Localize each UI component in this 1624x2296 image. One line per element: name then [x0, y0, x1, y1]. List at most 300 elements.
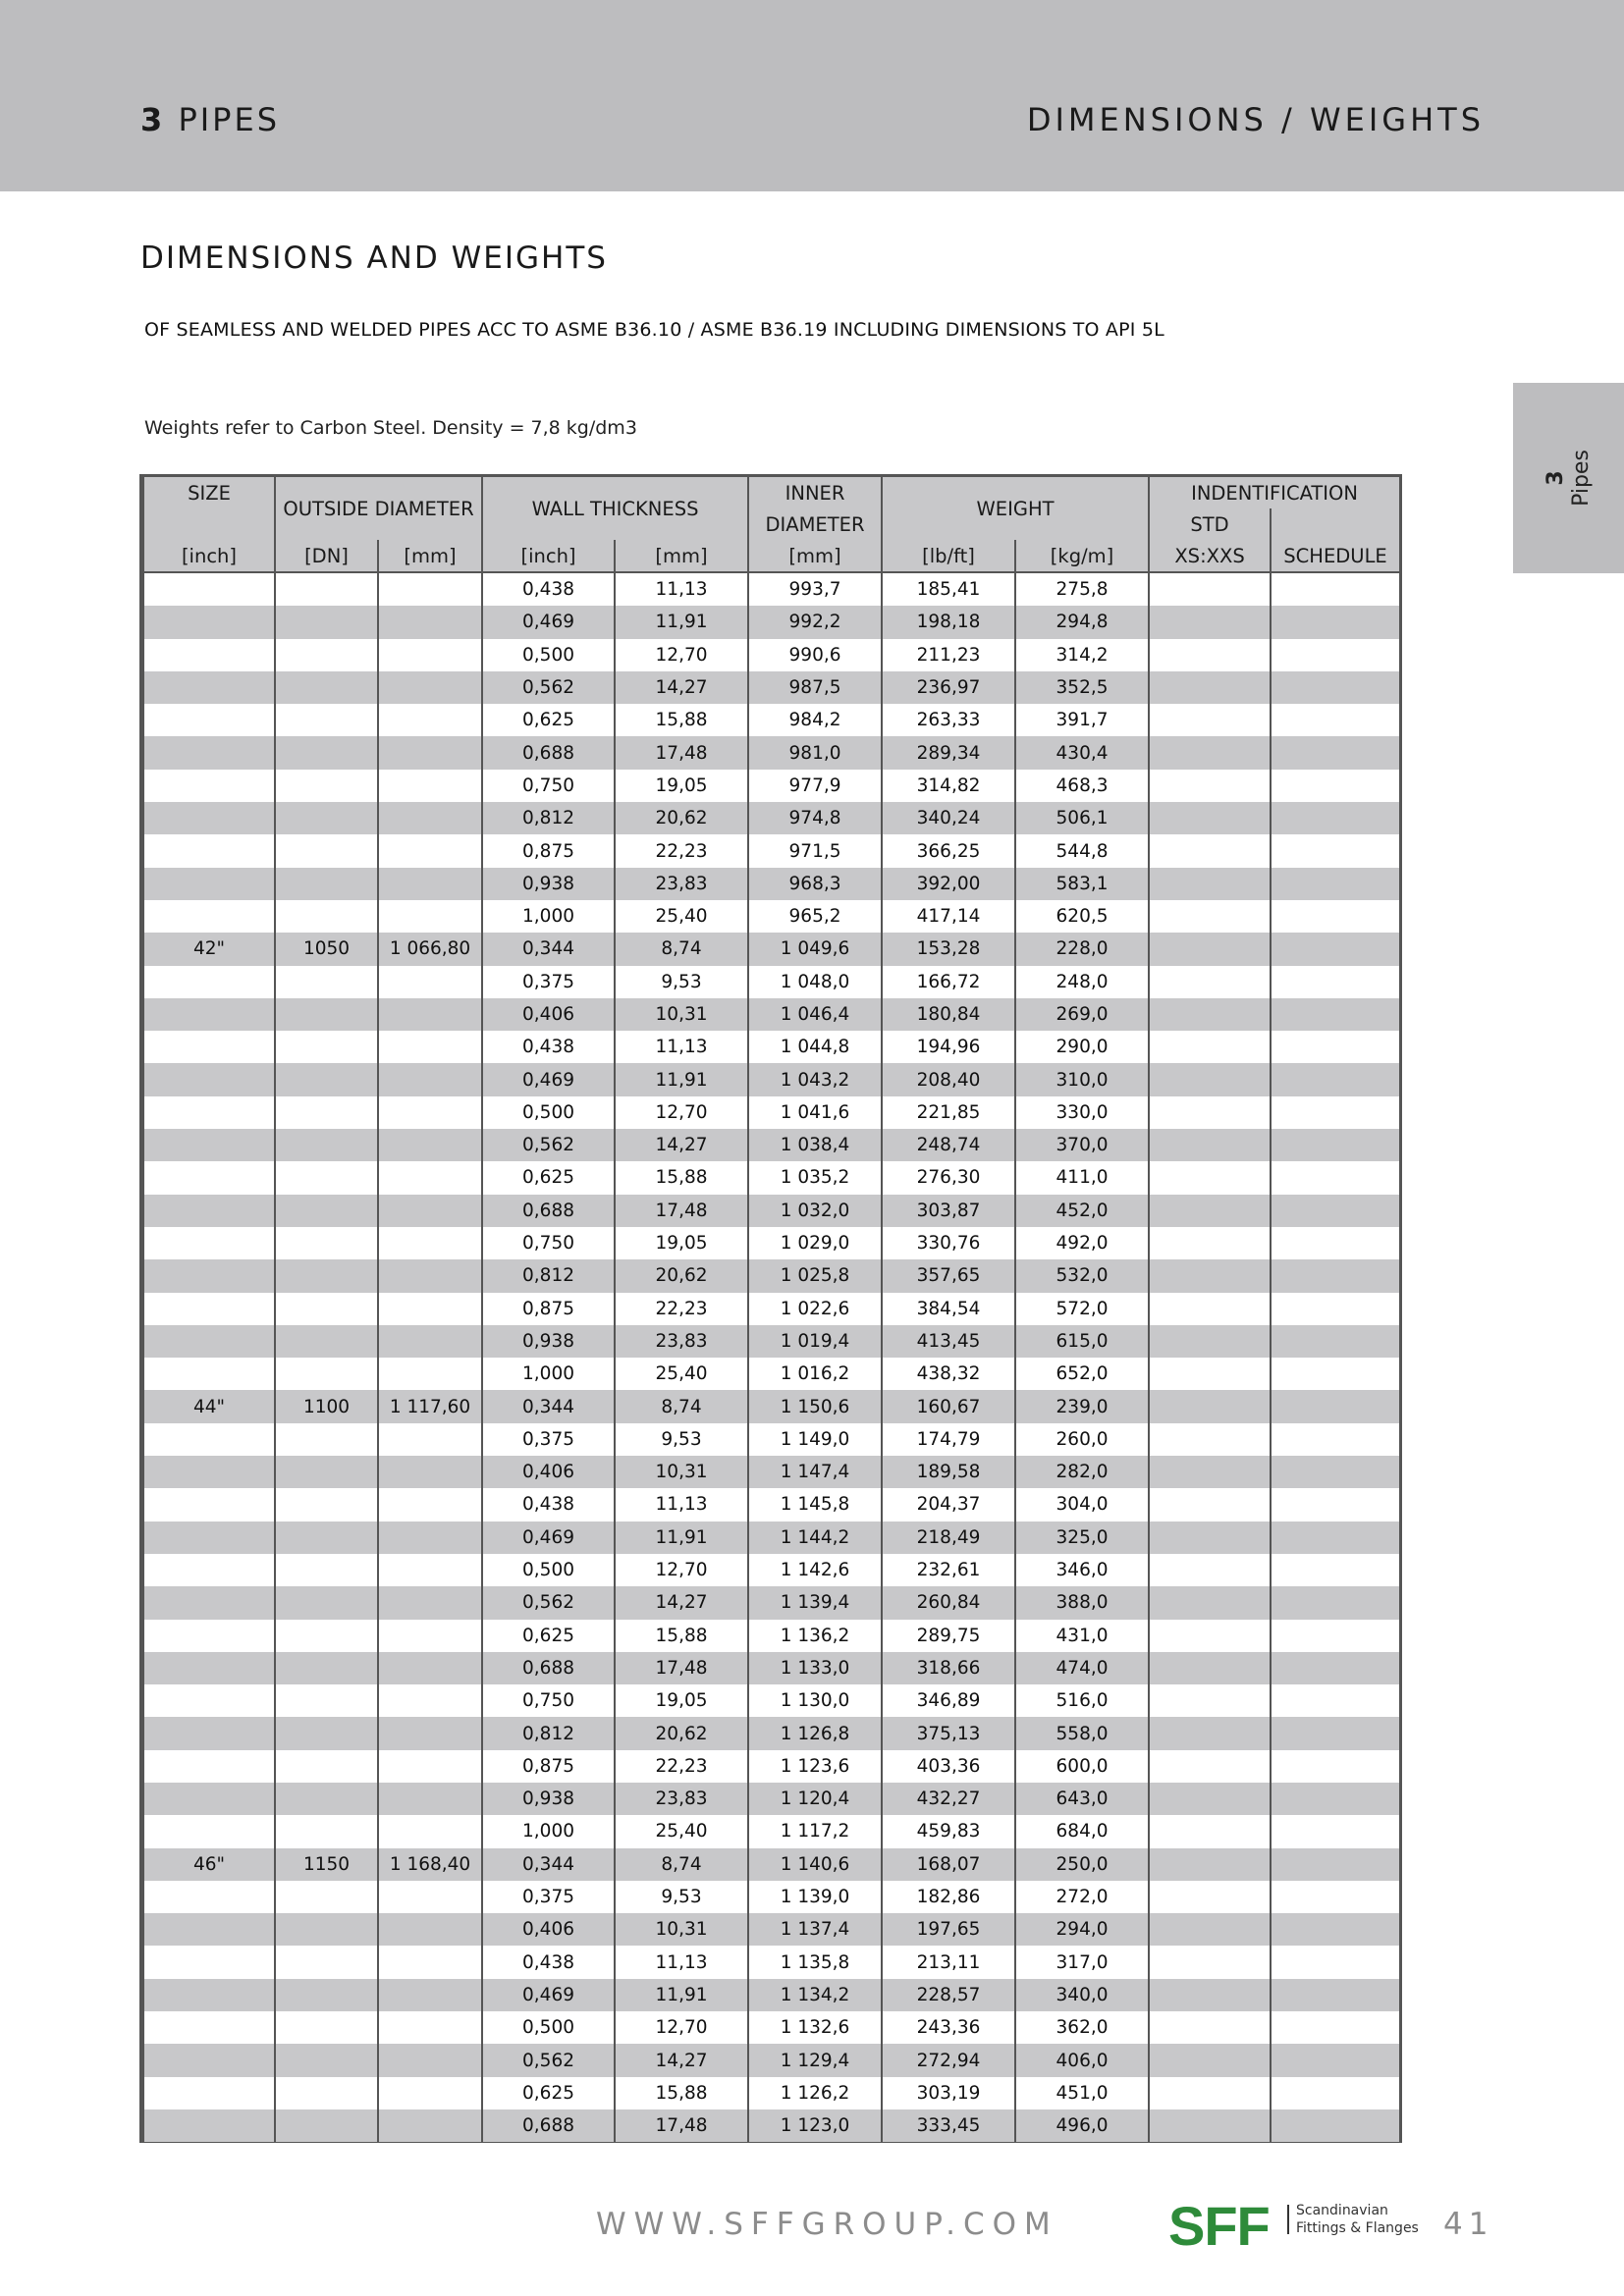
cell-std-xs-xxs — [1149, 1227, 1271, 1259]
cell-weight-kg-m: 615,0 — [1015, 1325, 1149, 1358]
cell-od-mm — [378, 1488, 482, 1521]
cell-weight-lb-ft: 384,54 — [882, 1293, 1015, 1325]
cell-wt-mm: 19,05 — [615, 1684, 748, 1717]
cell-weight-lb-ft: 333,45 — [882, 2109, 1015, 2142]
cell-wt-mm: 12,70 — [615, 1096, 748, 1129]
page-category-title: DIMENSIONS / WEIGHTS — [1026, 101, 1485, 138]
cell-weight-kg-m: 391,7 — [1015, 704, 1149, 736]
table-row — [143, 572, 1400, 606]
cell-wt-mm: 9,53 — [615, 1881, 748, 1913]
cell-od-mm — [378, 1979, 482, 2011]
cell-weight-kg-m: 431,0 — [1015, 1620, 1149, 1652]
cell-wt-mm: 15,88 — [615, 704, 748, 736]
cell-std-xs-xxs — [1149, 1195, 1271, 1227]
cell-wt-inch: 0,375 — [482, 966, 615, 998]
cell-od-mm — [378, 2109, 482, 2142]
cell-schedule — [1271, 998, 1400, 1031]
cell-schedule — [1271, 1195, 1400, 1227]
table-row — [143, 900, 1400, 933]
unit-size-inch: [inch] — [143, 540, 275, 572]
cell-schedule — [1271, 1554, 1400, 1586]
cell-dn — [275, 1815, 378, 1847]
cell-od-mm — [378, 671, 482, 704]
cell-wt-inch: 0,406 — [482, 998, 615, 1031]
cell-weight-lb-ft: 218,49 — [882, 1522, 1015, 1554]
unit-dn: [DN] — [275, 540, 378, 572]
cell-od-mm — [378, 1652, 482, 1684]
table-row — [143, 1063, 1400, 1095]
cell-dn — [275, 2077, 378, 2109]
cell-wt-mm: 8,74 — [615, 1848, 748, 1881]
cell-dn — [275, 1913, 378, 1946]
cell-id-mm: 1 126,2 — [748, 2077, 882, 2109]
cell-schedule — [1271, 900, 1400, 933]
cell-weight-kg-m: 275,8 — [1015, 572, 1149, 606]
cell-weight-lb-ft: 263,33 — [882, 704, 1015, 736]
cell-size-inch — [143, 1423, 275, 1456]
cell-std-xs-xxs — [1149, 1913, 1271, 1946]
cell-wt-inch: 0,625 — [482, 2077, 615, 2109]
cell-weight-kg-m: 340,0 — [1015, 1979, 1149, 2011]
cell-dn — [275, 2011, 378, 2044]
cell-wt-inch: 1,000 — [482, 900, 615, 933]
cell-weight-kg-m: 620,5 — [1015, 900, 1149, 933]
cell-id-mm: 1 032,0 — [748, 1195, 882, 1227]
cell-schedule — [1271, 1227, 1400, 1259]
cell-weight-lb-ft: 180,84 — [882, 998, 1015, 1031]
cell-std-xs-xxs — [1149, 1750, 1271, 1783]
table-row — [143, 2109, 1400, 2142]
cell-wt-inch: 0,875 — [482, 1293, 615, 1325]
cell-wt-mm: 10,31 — [615, 1913, 748, 1946]
cell-id-mm: 1 132,6 — [748, 2011, 882, 2044]
table-row — [143, 671, 1400, 704]
cell-size-inch — [143, 2011, 275, 2044]
unit-id-mm: [mm] — [748, 540, 882, 572]
cell-id-mm: 1 129,4 — [748, 2044, 882, 2076]
cell-dn — [275, 1423, 378, 1456]
cell-id-mm: 1 142,6 — [748, 1554, 882, 1586]
cell-size-inch — [143, 900, 275, 933]
table-row — [143, 1979, 1400, 2011]
cell-weight-kg-m: 652,0 — [1015, 1358, 1149, 1390]
cell-od-mm — [378, 1096, 482, 1129]
cell-weight-kg-m: 532,0 — [1015, 1259, 1149, 1292]
cell-dn — [275, 1227, 378, 1259]
cell-schedule — [1271, 868, 1400, 900]
cell-id-mm: 990,6 — [748, 639, 882, 671]
cell-weight-kg-m: 600,0 — [1015, 1750, 1149, 1783]
cell-weight-kg-m: 684,0 — [1015, 1815, 1149, 1847]
cell-wt-inch: 0,344 — [482, 1848, 615, 1881]
cell-od-mm — [378, 900, 482, 933]
cell-od-mm — [378, 1161, 482, 1194]
cell-od-mm — [378, 1717, 482, 1749]
logo-mark: SFF — [1168, 2195, 1270, 2257]
cell-wt-inch: 0,406 — [482, 1456, 615, 1488]
cell-std-xs-xxs — [1149, 1684, 1271, 1717]
cell-id-mm: 1 145,8 — [748, 1488, 882, 1521]
cell-size-inch — [143, 1488, 275, 1521]
cell-wt-inch: 0,438 — [482, 572, 615, 606]
cell-dn — [275, 1881, 378, 1913]
cell-wt-inch: 0,625 — [482, 704, 615, 736]
table-row — [143, 1358, 1400, 1390]
cell-weight-lb-ft: 204,37 — [882, 1488, 1015, 1521]
cell-wt-mm: 11,91 — [615, 1063, 748, 1095]
cell-dn — [275, 1259, 378, 1292]
cell-wt-mm: 12,70 — [615, 1554, 748, 1586]
cell-od-mm: 1 168,40 — [378, 1848, 482, 1881]
cell-schedule — [1271, 1293, 1400, 1325]
unit-od-mm: [mm] — [378, 540, 482, 572]
cell-id-mm: 1 149,0 — [748, 1423, 882, 1456]
side-tab-label: Pipes — [1568, 450, 1594, 507]
cell-weight-kg-m: 370,0 — [1015, 1129, 1149, 1161]
cell-size-inch — [143, 704, 275, 736]
cell-wt-inch: 0,500 — [482, 1096, 615, 1129]
cell-std-xs-xxs — [1149, 1293, 1271, 1325]
cell-weight-lb-ft: 403,36 — [882, 1750, 1015, 1783]
cell-wt-mm: 10,31 — [615, 1456, 748, 1488]
table-row — [143, 1259, 1400, 1292]
cell-std-xs-xxs — [1149, 1522, 1271, 1554]
cell-dn — [275, 1717, 378, 1749]
cell-size-inch — [143, 1815, 275, 1847]
cell-wt-mm: 15,88 — [615, 2077, 748, 2109]
page-number: 41 — [1443, 2207, 1494, 2242]
page-title: DIMENSIONS AND WEIGHTS — [140, 240, 608, 276]
cell-wt-inch: 0,562 — [482, 1129, 615, 1161]
cell-od-mm — [378, 1195, 482, 1227]
cell-weight-lb-ft: 197,65 — [882, 1913, 1015, 1946]
cell-schedule — [1271, 2077, 1400, 2109]
cell-id-mm: 1 136,2 — [748, 1620, 882, 1652]
table-row — [143, 1554, 1400, 1586]
header-schedule: SCHEDULE — [1271, 540, 1400, 572]
cell-wt-mm: 19,05 — [615, 1227, 748, 1259]
footer-website-link[interactable]: WWW.SFFGROUP.COM — [596, 2207, 1058, 2242]
cell-size-inch — [143, 572, 275, 606]
cell-schedule — [1271, 1325, 1400, 1358]
cell-dn: 1100 — [275, 1390, 378, 1422]
table-row — [143, 704, 1400, 736]
cell-weight-lb-ft: 357,65 — [882, 1259, 1015, 1292]
cell-std-xs-xxs — [1149, 572, 1271, 606]
cell-std-xs-xxs — [1149, 736, 1271, 769]
cell-schedule — [1271, 606, 1400, 638]
cell-dn — [275, 704, 378, 736]
cell-weight-lb-ft: 318,66 — [882, 1652, 1015, 1684]
cell-dn — [275, 1456, 378, 1488]
cell-wt-mm: 20,62 — [615, 1717, 748, 1749]
cell-weight-lb-ft: 182,86 — [882, 1881, 1015, 1913]
cell-od-mm: 1 066,80 — [378, 933, 482, 965]
table-header — [143, 477, 1400, 572]
cell-size-inch — [143, 1259, 275, 1292]
cell-weight-kg-m: 282,0 — [1015, 1456, 1149, 1488]
cell-weight-lb-ft: 232,61 — [882, 1554, 1015, 1586]
cell-wt-inch: 0,469 — [482, 606, 615, 638]
cell-id-mm: 984,2 — [748, 704, 882, 736]
cell-od-mm — [378, 1293, 482, 1325]
table-row — [143, 1096, 1400, 1129]
dimensions-table-frame — [139, 474, 1402, 2143]
cell-size-inch — [143, 2109, 275, 2142]
cell-std-xs-xxs — [1149, 1390, 1271, 1422]
cell-weight-lb-ft: 243,36 — [882, 2011, 1015, 2044]
cell-weight-lb-ft: 174,79 — [882, 1423, 1015, 1456]
table-row — [143, 639, 1400, 671]
table-row — [143, 1946, 1400, 1978]
cell-schedule — [1271, 1358, 1400, 1390]
cell-wt-mm: 9,53 — [615, 1423, 748, 1456]
cell-size-inch — [143, 1783, 275, 1815]
cell-size-inch — [143, 606, 275, 638]
side-tab-number: 3 — [1543, 470, 1568, 486]
header-inner-diameter-line2: DIAMETER — [748, 508, 882, 540]
cell-dn — [275, 1325, 378, 1358]
cell-std-xs-xxs — [1149, 834, 1271, 867]
cell-weight-lb-ft: 194,96 — [882, 1031, 1015, 1063]
table-row — [143, 1227, 1400, 1259]
cell-weight-lb-ft: 236,97 — [882, 671, 1015, 704]
density-note: Weights refer to Carbon Steel. Density = 7,8 kg/dm3 — [144, 417, 637, 439]
cell-size-inch — [143, 1881, 275, 1913]
cell-std-xs-xxs — [1149, 770, 1271, 802]
table-row — [143, 2011, 1400, 2044]
cell-dn — [275, 572, 378, 606]
cell-wt-mm: 15,88 — [615, 1620, 748, 1652]
cell-id-mm: 1 016,2 — [748, 1358, 882, 1390]
cell-wt-inch: 0,406 — [482, 1913, 615, 1946]
cell-od-mm — [378, 1620, 482, 1652]
cell-od-mm — [378, 1325, 482, 1358]
cell-schedule — [1271, 966, 1400, 998]
cell-id-mm: 1 043,2 — [748, 1063, 882, 1095]
cell-schedule — [1271, 736, 1400, 769]
cell-dn — [275, 1096, 378, 1129]
cell-dn — [275, 834, 378, 867]
cell-weight-lb-ft: 221,85 — [882, 1096, 1015, 1129]
cell-dn — [275, 1554, 378, 1586]
cell-schedule — [1271, 1620, 1400, 1652]
cell-weight-kg-m: 239,0 — [1015, 1390, 1149, 1422]
cell-size-inch — [143, 1096, 275, 1129]
cell-schedule — [1271, 1783, 1400, 1815]
cell-dn: 1050 — [275, 933, 378, 965]
cell-weight-kg-m: 558,0 — [1015, 1717, 1149, 1749]
cell-weight-lb-ft: 289,75 — [882, 1620, 1015, 1652]
cell-wt-mm: 14,27 — [615, 1586, 748, 1619]
cell-id-mm: 1 029,0 — [748, 1227, 882, 1259]
cell-od-mm — [378, 736, 482, 769]
cell-weight-kg-m: 506,1 — [1015, 802, 1149, 834]
cell-od-mm — [378, 2077, 482, 2109]
cell-weight-kg-m: 346,0 — [1015, 1554, 1149, 1586]
table-row — [143, 2077, 1400, 2109]
cell-od-mm: 1 117,60 — [378, 1390, 482, 1422]
cell-schedule — [1271, 802, 1400, 834]
cell-std-xs-xxs — [1149, 1129, 1271, 1161]
cell-std-xs-xxs — [1149, 1031, 1271, 1063]
table-row — [143, 1913, 1400, 1946]
cell-id-mm: 968,3 — [748, 868, 882, 900]
table-row — [143, 1620, 1400, 1652]
cell-id-mm: 1 139,0 — [748, 1881, 882, 1913]
cell-id-mm: 1 139,4 — [748, 1586, 882, 1619]
cell-std-xs-xxs — [1149, 1161, 1271, 1194]
cell-schedule — [1271, 1096, 1400, 1129]
cell-dn — [275, 1195, 378, 1227]
cell-id-mm: 974,8 — [748, 802, 882, 834]
cell-schedule — [1271, 1848, 1400, 1881]
cell-size-inch — [143, 1063, 275, 1095]
cell-wt-inch: 1,000 — [482, 1358, 615, 1390]
cell-wt-mm: 8,74 — [615, 1390, 748, 1422]
table-row — [143, 1325, 1400, 1358]
cell-id-mm: 1 117,2 — [748, 1815, 882, 1847]
cell-std-xs-xxs — [1149, 1881, 1271, 1913]
cell-size-inch — [143, 1522, 275, 1554]
table-row — [143, 1522, 1400, 1554]
cell-wt-mm: 22,23 — [615, 1750, 748, 1783]
cell-wt-mm: 12,70 — [615, 2011, 748, 2044]
cell-wt-inch: 0,438 — [482, 1031, 615, 1063]
cell-od-mm — [378, 966, 482, 998]
cell-od-mm — [378, 606, 482, 638]
page-subtitle: OF SEAMLESS AND WELDED PIPES ACC TO ASME B36.10 / ASME B36.19 INCLUDING DIMENSIONS TO API 5L — [144, 319, 1164, 341]
cell-od-mm — [378, 1129, 482, 1161]
cell-id-mm: 1 038,4 — [748, 1129, 882, 1161]
cell-id-mm: 971,5 — [748, 834, 882, 867]
cell-od-mm — [378, 1456, 482, 1488]
cell-weight-kg-m: 317,0 — [1015, 1946, 1149, 1978]
cell-wt-mm: 11,91 — [615, 1522, 748, 1554]
cell-weight-kg-m: 496,0 — [1015, 2109, 1149, 2142]
cell-wt-mm: 17,48 — [615, 736, 748, 769]
cell-weight-kg-m: 468,3 — [1015, 770, 1149, 802]
cell-od-mm — [378, 1358, 482, 1390]
cell-id-mm: 1 019,4 — [748, 1325, 882, 1358]
table-row — [143, 1129, 1400, 1161]
header-identification: INDENTIFICATION — [1149, 477, 1400, 508]
cell-id-mm: 1 022,6 — [748, 1293, 882, 1325]
cell-size-inch — [143, 1456, 275, 1488]
cell-wt-inch: 0,750 — [482, 1227, 615, 1259]
table-row — [143, 1815, 1400, 1847]
cell-wt-inch: 0,688 — [482, 736, 615, 769]
cell-weight-kg-m: 290,0 — [1015, 1031, 1149, 1063]
cell-std-xs-xxs — [1149, 1554, 1271, 1586]
company-logo — [1168, 2195, 1419, 2257]
cell-std-xs-xxs — [1149, 2044, 1271, 2076]
cell-std-xs-xxs — [1149, 671, 1271, 704]
table-row — [143, 736, 1400, 769]
cell-wt-mm: 8,74 — [615, 933, 748, 965]
cell-dn — [275, 1522, 378, 1554]
side-chapter-tab[interactable] — [1513, 383, 1624, 573]
cell-weight-lb-ft: 211,23 — [882, 639, 1015, 671]
cell-od-mm — [378, 2011, 482, 2044]
cell-weight-kg-m: 310,0 — [1015, 1063, 1149, 1095]
cell-id-mm: 1 025,8 — [748, 1259, 882, 1292]
cell-schedule — [1271, 572, 1400, 606]
table-row — [143, 998, 1400, 1031]
cell-schedule — [1271, 1979, 1400, 2011]
cell-schedule — [1271, 1031, 1400, 1063]
cell-weight-kg-m: 411,0 — [1015, 1161, 1149, 1194]
cell-size-inch — [143, 1717, 275, 1749]
unit-lb-ft: [lb/ft] — [882, 540, 1015, 572]
cell-wt-inch: 0,344 — [482, 933, 615, 965]
cell-id-mm: 1 048,0 — [748, 966, 882, 998]
cell-wt-inch: 0,562 — [482, 671, 615, 704]
cell-wt-mm: 9,53 — [615, 966, 748, 998]
table-row — [143, 1456, 1400, 1488]
cell-wt-inch: 0,344 — [482, 1390, 615, 1422]
cell-weight-kg-m: 583,1 — [1015, 868, 1149, 900]
cell-size-inch — [143, 1652, 275, 1684]
cell-id-mm: 1 135,8 — [748, 1946, 882, 1978]
cell-wt-inch: 0,469 — [482, 1063, 615, 1095]
cell-weight-kg-m: 492,0 — [1015, 1227, 1149, 1259]
cell-schedule — [1271, 1423, 1400, 1456]
cell-od-mm — [378, 1913, 482, 1946]
cell-wt-mm: 11,13 — [615, 1031, 748, 1063]
cell-weight-kg-m: 452,0 — [1015, 1195, 1149, 1227]
cell-weight-lb-ft: 168,07 — [882, 1848, 1015, 1881]
cell-weight-kg-m: 228,0 — [1015, 933, 1149, 965]
cell-dn — [275, 736, 378, 769]
cell-size-inch: 44" — [143, 1390, 275, 1422]
cell-od-mm — [378, 1227, 482, 1259]
cell-wt-mm: 22,23 — [615, 834, 748, 867]
logo-tagline-line1: Scandinavian — [1296, 2203, 1388, 2218]
cell-weight-lb-ft: 166,72 — [882, 966, 1015, 998]
cell-wt-inch: 0,875 — [482, 1750, 615, 1783]
cell-std-xs-xxs — [1149, 1783, 1271, 1815]
cell-id-mm: 965,2 — [748, 900, 882, 933]
cell-schedule — [1271, 2011, 1400, 2044]
cell-size-inch — [143, 1195, 275, 1227]
cell-od-mm — [378, 1946, 482, 1978]
cell-size-inch — [143, 1979, 275, 2011]
table-row — [143, 966, 1400, 998]
cell-std-xs-xxs — [1149, 1652, 1271, 1684]
cell-weight-lb-ft: 248,74 — [882, 1129, 1015, 1161]
cell-weight-kg-m: 294,8 — [1015, 606, 1149, 638]
cell-id-mm: 1 137,4 — [748, 1913, 882, 1946]
cell-weight-lb-ft: 303,19 — [882, 2077, 1015, 2109]
cell-weight-lb-ft: 366,25 — [882, 834, 1015, 867]
table-row — [143, 1161, 1400, 1194]
cell-size-inch — [143, 834, 275, 867]
cell-wt-inch: 0,688 — [482, 1652, 615, 1684]
cell-size-inch — [143, 1358, 275, 1390]
cell-std-xs-xxs — [1149, 868, 1271, 900]
cell-std-xs-xxs — [1149, 2011, 1271, 2044]
cell-std-xs-xxs — [1149, 1456, 1271, 1488]
cell-size-inch — [143, 1031, 275, 1063]
cell-weight-kg-m: 272,0 — [1015, 1881, 1149, 1913]
cell-schedule — [1271, 1522, 1400, 1554]
table-row — [143, 1031, 1400, 1063]
cell-wt-inch: 0,469 — [482, 1979, 615, 2011]
table-row — [143, 1195, 1400, 1227]
cell-size-inch: 42" — [143, 933, 275, 965]
cell-dn — [275, 802, 378, 834]
